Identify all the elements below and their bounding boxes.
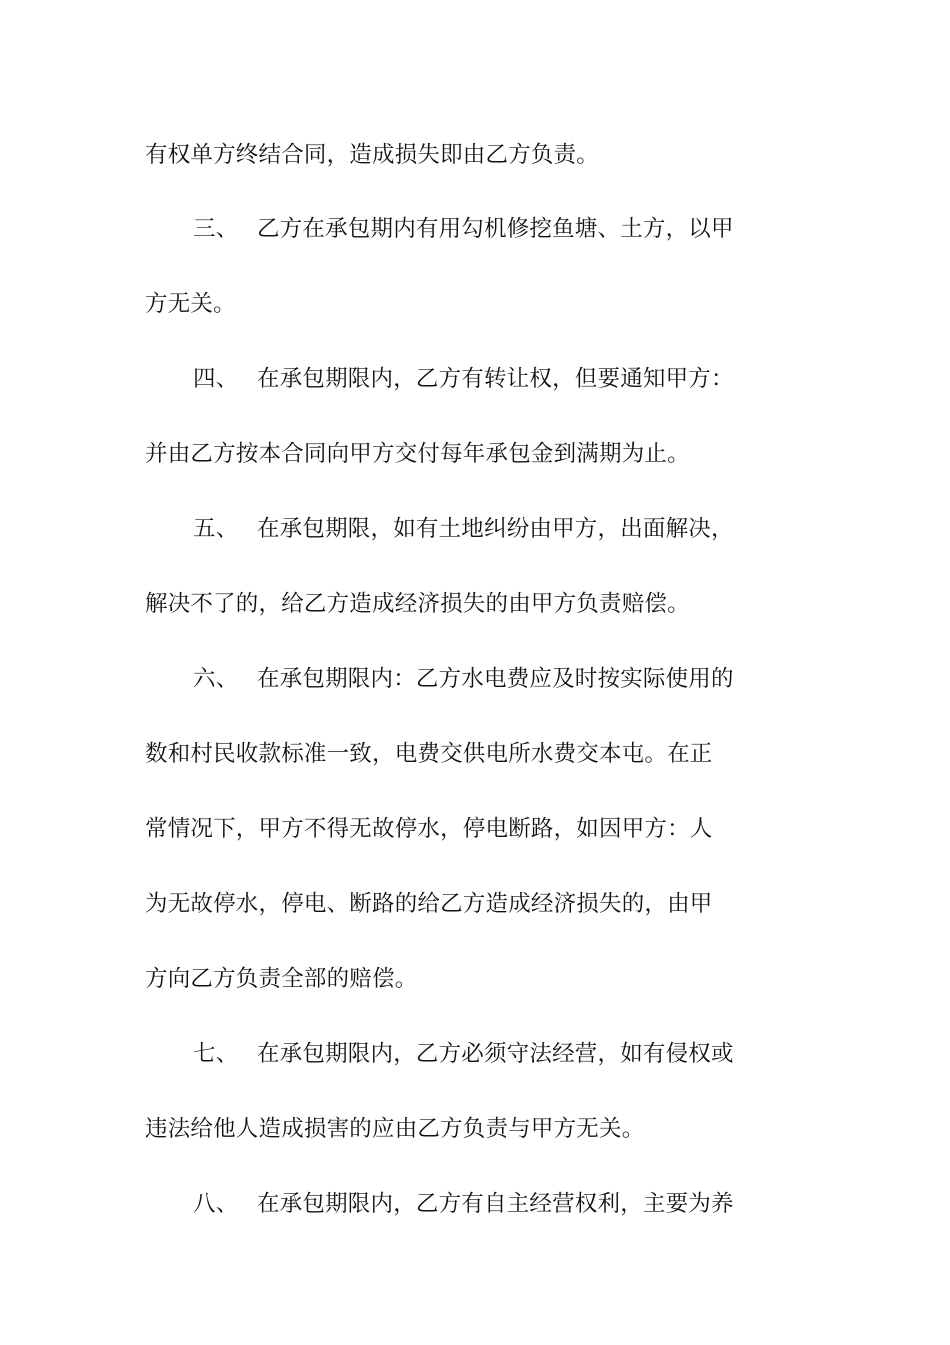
clause-eight: [193, 1189, 813, 1219]
clause-five: [193, 514, 813, 544]
clause-six: [193, 664, 813, 694]
text-line: 解决不了的，给乙方造成经济损失的由甲方负责赔偿。: [145, 591, 690, 617]
text-line: 数和村民收款标准一致，电费交供电所水费交本屯。在正: [145, 741, 713, 767]
text-line: 并由乙方按本合同向甲方交付每年承包金到满期为止。: [145, 441, 690, 467]
text-line: 违法给他人造成损害的应由乙方负责与甲方无关。: [145, 1116, 645, 1142]
text-line: 方向乙方负责全部的赔偿。: [145, 966, 418, 992]
text-line: 为无故停水，停电、断路的给乙方造成经济损失的，由甲: [145, 891, 713, 917]
clause-four: [193, 364, 813, 394]
clause-number: 七、: [193, 1041, 239, 1067]
clause-text: 在承包期限内，乙方有转让权，但要通知甲方：: [257, 366, 734, 392]
clause-text: 乙方在承包期内有用勾机修挖鱼塘、土方，以甲: [257, 216, 734, 242]
clause-number: 五、: [193, 516, 239, 542]
clause-number: 六、: [193, 666, 239, 692]
text-line: 常情况下，甲方不得无故停水，停电断路，如因甲方：人: [145, 816, 713, 842]
clause-three: [193, 214, 813, 244]
clause-seven: [193, 1039, 813, 1069]
clause-number: 三、: [193, 216, 239, 242]
clause-text: 在承包期限内，乙方有自主经营权利，主要为养: [257, 1191, 734, 1217]
text-line: 有权单方终结合同，造成损失即由乙方负责。: [145, 142, 600, 168]
text-line: 方无关。: [145, 291, 236, 317]
clause-number: 八、: [193, 1191, 239, 1217]
clause-text: 在承包期限内：乙方水电费应及时按实际使用的: [257, 666, 734, 692]
clause-text: 在承包期限内，乙方必须守法经营，如有侵权或: [257, 1041, 734, 1067]
clause-text: 在承包期限，如有土地纠纷由甲方，出面解决，: [257, 516, 734, 542]
clause-number: 四、: [193, 366, 239, 392]
